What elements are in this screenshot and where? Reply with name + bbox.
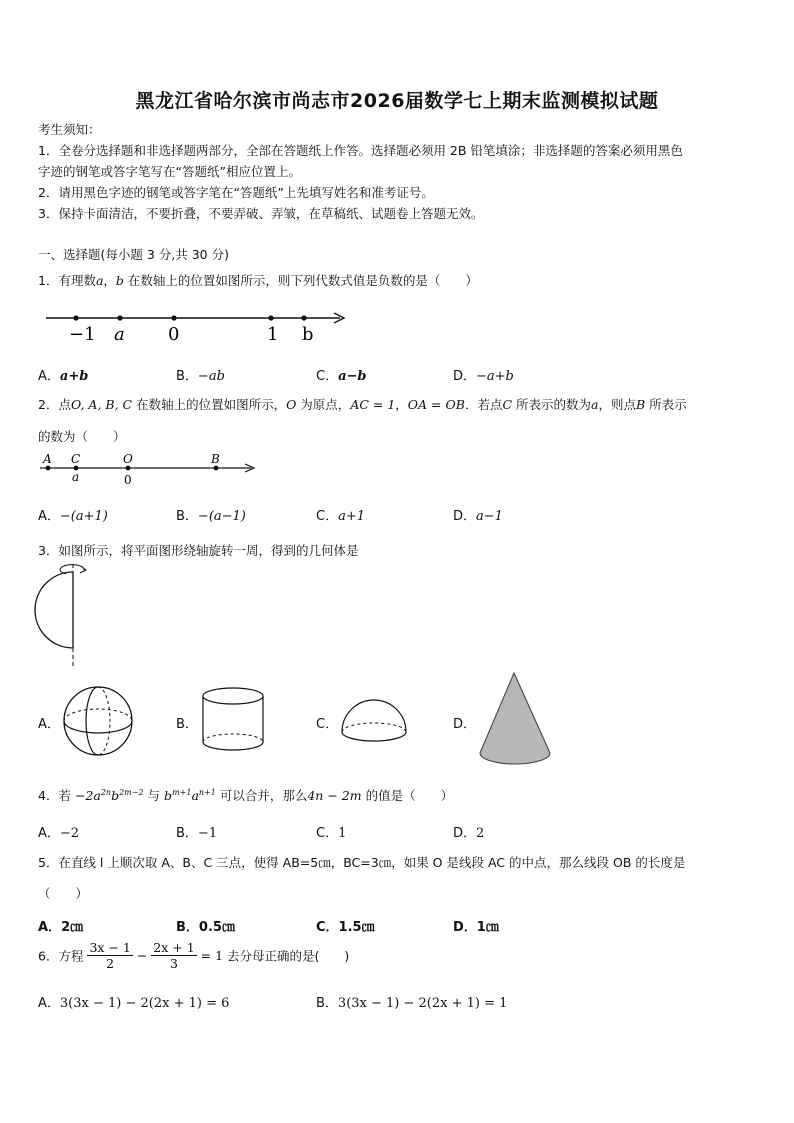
q4-term-1-coef: −2a xyxy=(74,788,101,803)
option-letter: B． xyxy=(316,996,338,1011)
q2-equation-2: OA = OB xyxy=(407,397,465,412)
q2-line-2: 的数为（ ） xyxy=(38,429,126,444)
q4-text: 4．若 xyxy=(38,788,71,803)
q2-var: B xyxy=(635,397,646,412)
q4-expression: 4n − 2m xyxy=(307,788,362,803)
q1-text-pre: 1．有理数 xyxy=(38,273,96,288)
q4-text: 与 xyxy=(147,788,161,803)
q2-var: O xyxy=(286,397,297,412)
q4-term-1 xyxy=(75,788,144,803)
q2-text: ， xyxy=(395,397,408,412)
q1-axis-label-0: 0 xyxy=(168,324,180,345)
option-letter: C． xyxy=(316,826,339,841)
q6-text: 去分母正确的是( ) xyxy=(223,948,350,964)
q4-term-2-exp-b: m+1 xyxy=(172,787,192,797)
question-6 xyxy=(38,940,349,971)
q2-label-a: a xyxy=(72,470,80,484)
option-letter: B． xyxy=(176,920,199,935)
q1-axis-label-b: b xyxy=(302,324,314,345)
option-letter: C． xyxy=(316,509,339,524)
hemisphere-icon xyxy=(338,698,413,744)
option-letter: A． xyxy=(38,996,60,1011)
fraction-denominator: 2 xyxy=(106,956,115,971)
q3-rotation-figure xyxy=(36,562,96,672)
q2-text: 在数轴上的位置如图所示， xyxy=(132,397,287,412)
question-5-line-2: （ ） xyxy=(38,886,89,901)
option-expr: a+b xyxy=(59,369,89,384)
q1-axis-label-neg1: −1 xyxy=(69,324,96,345)
option-letter: C． xyxy=(316,920,339,935)
q2-text: 为原点， xyxy=(296,397,351,412)
q2-option-b[interactable] xyxy=(176,505,246,524)
option-expr: 3(3x − 1) − 2(2x + 1) = 6 xyxy=(59,996,230,1011)
q6-option-a[interactable] xyxy=(38,992,229,1011)
option-letter: B． xyxy=(176,717,198,732)
q4-term-2-exp-a: n+1 xyxy=(198,787,216,797)
q2-text: 所表示 xyxy=(645,397,687,412)
q6-equals: = 1 xyxy=(200,948,224,963)
option-letter: D． xyxy=(453,717,477,732)
q1-option-b[interactable] xyxy=(176,365,225,384)
notice-item-3: 3．保持卡面清洁，不要折叠，不要弄破、弄皱，在草稿纸、试题卷上答题无效。 xyxy=(38,206,484,221)
q3-option-a[interactable] xyxy=(38,713,60,732)
q4-option-c[interactable] xyxy=(316,822,346,841)
q1-var-a: a xyxy=(95,273,104,288)
option-letter: B． xyxy=(176,369,198,384)
option-expr: 3(3x − 1) − 2(2x + 1) = 1 xyxy=(337,996,508,1011)
q2-text: 所表示的数为 xyxy=(512,397,592,412)
option-letter: D． xyxy=(453,369,477,384)
option-expr: a+1 xyxy=(338,509,365,524)
fraction-numerator: 3x − 1 xyxy=(89,940,131,955)
q6-text: 6．方程 xyxy=(38,948,84,964)
q3-option-b[interactable] xyxy=(176,713,198,732)
q2-label-B: B xyxy=(211,452,220,466)
section-heading: 一、选择题(每小题 3 分,共 30 分) xyxy=(38,247,229,262)
q2-text: ，则点 xyxy=(598,397,636,412)
q2-option-c[interactable] xyxy=(316,505,365,524)
question-5-line-1: 5．在直线 l 上顺次取 A、B、C 三点，使得 AB=5㎝，BC=3㎝，如果 O 是线段 AC 的中点，那么线段 OB 的长度是 xyxy=(38,855,686,870)
q1-axis-label-1: 1 xyxy=(267,324,279,345)
q2-equation-1: AC = 1 xyxy=(350,397,396,412)
q2-label-A: A xyxy=(43,452,52,466)
q6-option-b[interactable] xyxy=(316,992,507,1011)
q2-option-d[interactable] xyxy=(453,505,503,524)
sphere-icon xyxy=(60,684,140,760)
q2-var: a xyxy=(591,397,599,412)
q2-number-line xyxy=(36,452,261,488)
option-value: 2㎝ xyxy=(61,920,84,935)
q5-option-b[interactable] xyxy=(176,916,235,935)
q1-number-line xyxy=(40,306,350,346)
cylinder-icon xyxy=(200,686,270,756)
q2-label-C: C xyxy=(71,452,81,466)
q1-var-b: b xyxy=(115,273,124,288)
q6-fraction-2 xyxy=(151,940,196,971)
q5-option-d[interactable] xyxy=(453,916,499,935)
notice-heading: 考生须知： xyxy=(38,122,101,137)
q4-text: 可以合并，那么 xyxy=(219,788,308,803)
q2-label-O: O xyxy=(123,452,133,466)
q6-fraction-1 xyxy=(87,940,132,971)
q4-term-2-a: a xyxy=(191,788,199,803)
q2-label-zero: 0 xyxy=(124,473,132,487)
notice-item-1-line-1: 1．全卷分选择题和非选择题两部分，全部在答题纸上作答。选择题必须用 2B 铅笔填涂；非选择题的答案必须用黑色 xyxy=(38,143,683,158)
option-letter: D． xyxy=(453,826,477,841)
question-1 xyxy=(38,271,478,289)
q2-var: C xyxy=(502,397,513,412)
q2-option-a[interactable] xyxy=(38,505,108,524)
q1-text-post: 在数轴上的位置如图所示，则下列代数式值是负数的是（ ） xyxy=(123,273,478,288)
option-letter: A． xyxy=(38,826,60,841)
fraction-numerator: 2x + 1 xyxy=(153,940,195,955)
notice-item-2: 2．请用黑色字迹的钢笔或答字笔在“答题纸”上先填写姓名和准考证号。 xyxy=(38,185,434,200)
option-expr: −a+b xyxy=(476,369,514,384)
option-letter: A． xyxy=(38,717,60,732)
q2-text: ．若点 xyxy=(464,397,503,412)
q3-option-d[interactable] xyxy=(453,713,476,732)
option-value: 0.5㎝ xyxy=(198,920,235,935)
option-value: −1 xyxy=(197,826,218,841)
option-expr: −ab xyxy=(197,369,225,384)
option-expr: −(a+1) xyxy=(59,509,108,524)
option-value: 1.5㎝ xyxy=(338,920,375,935)
option-letter: A． xyxy=(38,509,60,524)
q5-option-a[interactable] xyxy=(38,916,83,935)
q1-option-c[interactable] xyxy=(316,365,366,384)
q3-option-c[interactable] xyxy=(316,713,338,732)
q2-points: O, A, B, C xyxy=(70,397,133,412)
option-letter: B． xyxy=(176,826,198,841)
option-value: 1㎝ xyxy=(476,920,499,935)
cone-icon xyxy=(474,670,556,770)
option-letter: D． xyxy=(453,920,477,935)
option-expr: a−1 xyxy=(476,509,503,524)
option-letter: A． xyxy=(38,920,62,935)
option-letter: C． xyxy=(316,717,339,732)
q1-sep: ， xyxy=(103,273,116,288)
q4-term-1-b: b xyxy=(111,788,120,803)
q4-term-1-exp-b: 2m−2 xyxy=(119,787,144,797)
q4-option-a[interactable] xyxy=(38,822,79,841)
q4-option-d[interactable] xyxy=(453,822,484,841)
option-letter: B． xyxy=(176,509,198,524)
q4-text: 的值是（ ） xyxy=(361,788,454,803)
q4-term-2-b: b xyxy=(164,788,173,803)
option-letter: C． xyxy=(316,369,339,384)
fraction-denominator: 3 xyxy=(170,956,178,971)
option-value: 1 xyxy=(338,826,347,841)
q1-option-a[interactable] xyxy=(38,365,88,384)
option-value: −2 xyxy=(59,826,80,841)
question-2 xyxy=(38,395,687,413)
q6-minus: − xyxy=(136,948,148,963)
option-expr: −(a−1) xyxy=(197,509,246,524)
q4-term-2 xyxy=(164,788,216,803)
question-4 xyxy=(38,786,453,804)
option-expr: a−b xyxy=(338,369,367,384)
q4-term-1-exp-a: 2n xyxy=(100,787,112,797)
option-value: 2 xyxy=(476,826,485,841)
q2-text: 2．点 xyxy=(38,397,71,412)
page-title: 黑龙江省哈尔滨市尚志市2026届数学七上期末监测模拟试题 xyxy=(135,90,659,112)
q1-option-d[interactable] xyxy=(453,365,514,384)
q1-axis-label-a: a xyxy=(114,324,125,345)
q4-option-b[interactable] xyxy=(176,822,217,841)
notice-item-1-line-2: 字迹的钢笔或答字笔写在“答题纸”相应位置上。 xyxy=(38,164,301,179)
option-letter: A． xyxy=(38,369,60,384)
q5-option-c[interactable] xyxy=(316,916,375,935)
question-3: 3．如图所示，将平面图形绕轴旋转一周，得到的几何体是 xyxy=(38,543,359,558)
option-letter: D． xyxy=(453,509,477,524)
